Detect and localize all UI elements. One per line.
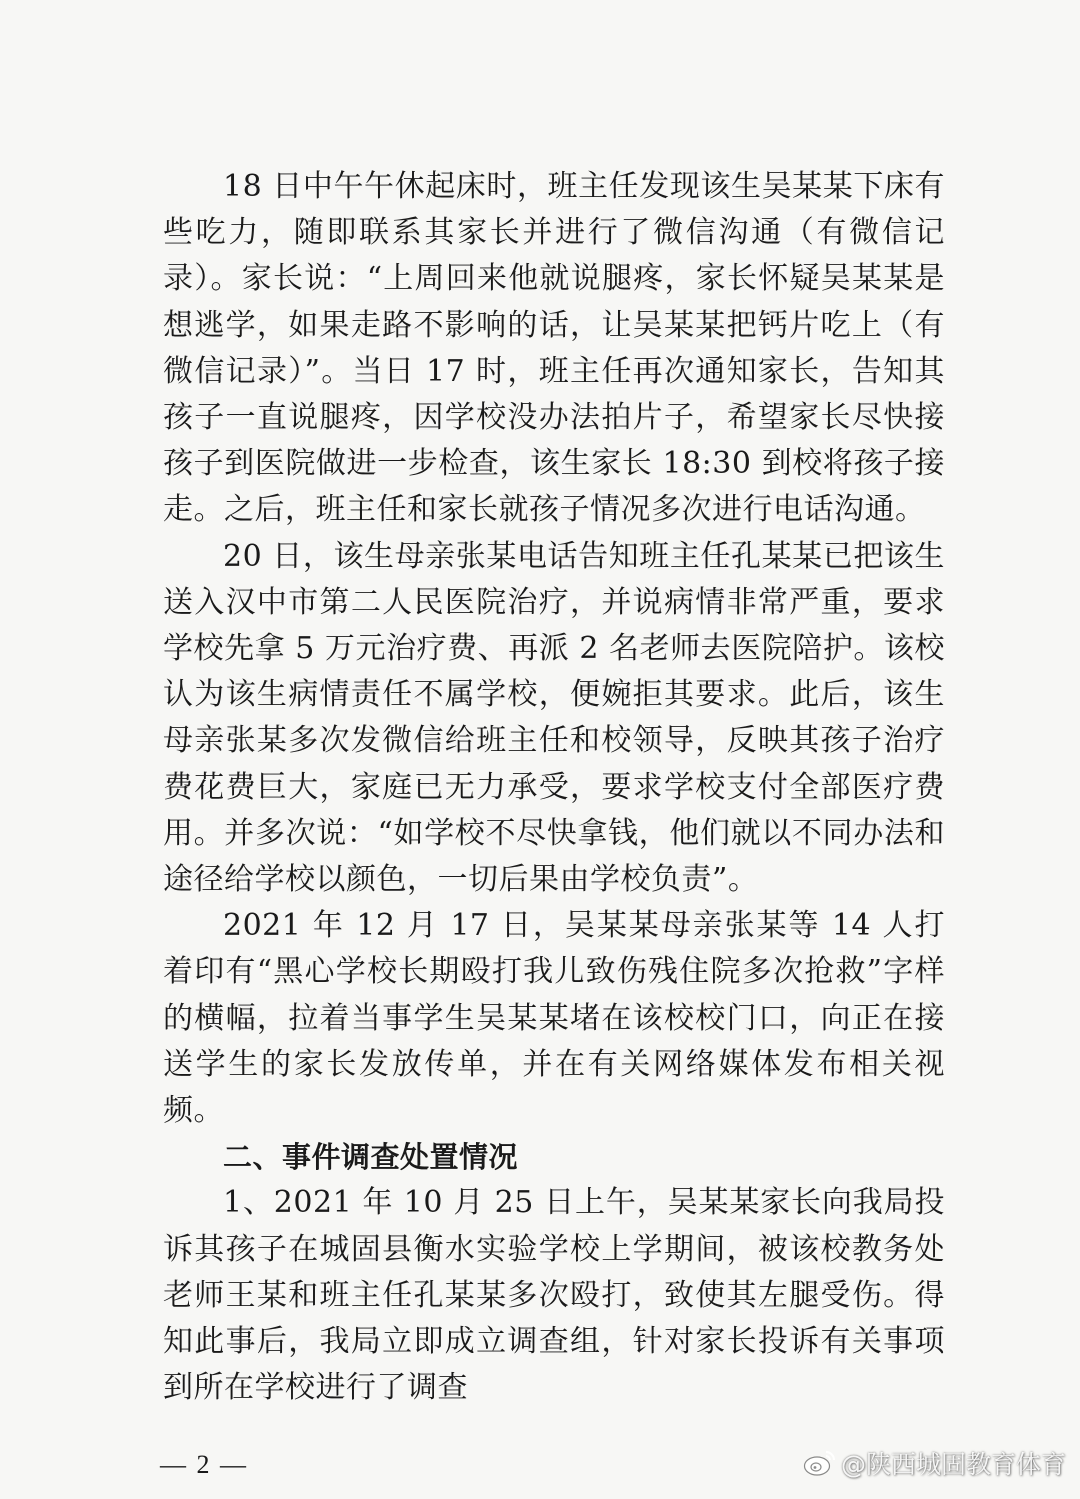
watermark-text: @陕西城固教育体育	[840, 1450, 1066, 1479]
paragraph-2: 20 日，该生母亲张某电话告知班主任孔某某已把该生送入汉中市第二人民医院治疗，并说病情非常严重，要求学校先拿 5 万元治疗费、再派 2 名老师去医院陪护。该校认为该生病情责任不属学校，便婉拒其要求。此后，该生母亲张某多次发微信给班主任和校领导，反映其孩子治疗费花费巨大，家庭已无力承受，要求学校支付全部医疗费用。并多次说：“如学校不尽快拿钱，他们就以不同办法和途径给学校以颜色，一切后果由学校负责”。	[163, 538, 945, 898]
weibo-watermark	[803, 1445, 1066, 1481]
weibo-icon	[803, 1449, 837, 1477]
section-paragraph-1: 1、2021 年 10 月 25 日上午，吴某某家长向我局投诉其孩子在城固县衡水实验学校上学期间，被该校教务处老师王某和班主任孔某某多次殴打，致使其左腿受伤。得知此事后，我局立即成立调查组，针对家长投诉有关事项到所在学校进行了调查	[163, 1185, 945, 1406]
paragraph-1: 18 日中午午休起床时，班主任发现该生吴某某下床有些吃力，随即联系其家长并进行了微信沟通（有微信记录）。家长说：“上周回来他就说腿疼，家长怀疑吴某某是想逃学，如果走路不影响的话，让吴某某把钙片吃上（有微信记录）”。当日 17 时，班主任再次通知家长，告知其孩子一直说腿疼，因学校没办法拍片子，希望家长尽快接孩子到医院做进一步检查，该生家长 18:30 到校将孩子接走。之后，班主任和家长就孩子情况多次进行电话沟通。	[163, 169, 945, 528]
page-number: — 2 —	[160, 1450, 248, 1479]
section-heading: 二、事件调查处置情况	[223, 1140, 519, 1175]
document-body	[163, 164, 945, 1411]
paragraph-3: 2021 年 12 月 17 日，吴某某母亲张某等 14 人打着印有“黑心学校长期殴打我儿致伤残住院多次抢救”字样的横幅，拉着当事学生吴某某堵在该校校门口，向正在接送学生的家长发放传单，并在有关网络媒体发布相关视频。	[163, 908, 945, 1129]
